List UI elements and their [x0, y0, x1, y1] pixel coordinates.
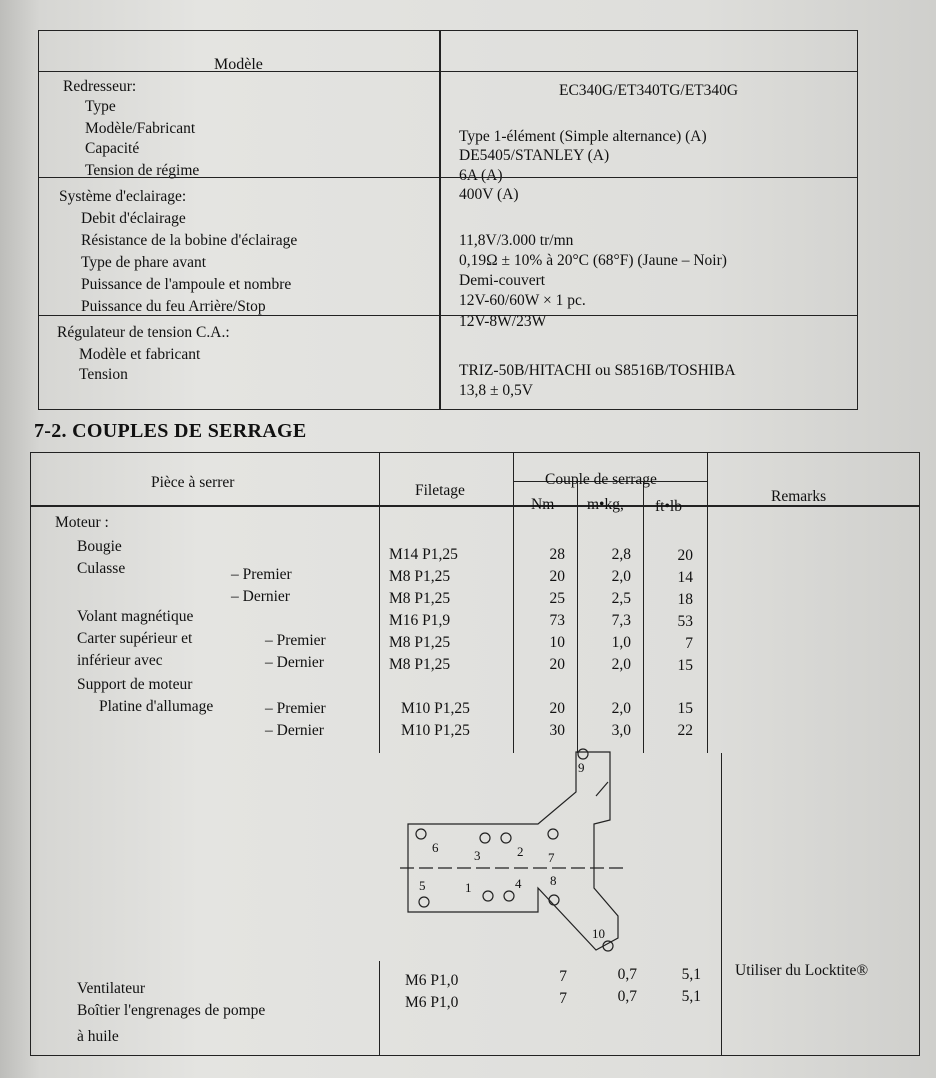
row-filetage: M10 P1,25 — [401, 700, 470, 717]
section-divider — [39, 315, 857, 316]
spec-value: 400V (A) — [459, 186, 519, 203]
row-mkg: 2,8 — [611, 546, 631, 563]
section-title-eclairage: Système d'eclairage: — [59, 188, 187, 205]
row-sub: – Dernier — [265, 654, 324, 671]
spec-label: Type — [85, 98, 116, 115]
row-piece: Boîtier l'engrenages de pompe — [77, 1002, 266, 1019]
header-filetage: Filetage — [415, 482, 465, 499]
spec-value: 11,8V/3.000 tr/mn — [459, 232, 574, 249]
section-title-redresseur: Redresseur: — [63, 78, 137, 95]
row-filetage: M10 P1,25 — [401, 722, 470, 739]
spec-value: 13,8 ± 0,5V — [459, 382, 533, 399]
header-mkg: m•kg, — [587, 496, 624, 513]
row-piece: inférieur avec — [77, 652, 163, 669]
row-mkg: 7,3 — [611, 612, 631, 629]
row-nm: 20 — [549, 700, 565, 717]
col-divider — [577, 481, 578, 753]
spec-table — [38, 30, 858, 410]
row-filetage: M8 P1,25 — [389, 634, 451, 651]
spec-value: TRIZ-50B/HITACHI ou S8516B/TOSHIBA — [459, 362, 736, 379]
diagram-label: 8 — [550, 873, 557, 888]
row-sub: – Dernier — [231, 588, 290, 605]
spec-label: Tension de régime — [85, 162, 200, 179]
row-nm: 20 — [549, 656, 565, 673]
row-ftlb: 5,1 — [681, 966, 701, 983]
row-nm: 20 — [549, 568, 565, 585]
row-ftlb: 20 — [677, 547, 693, 564]
model-header-label: Modèle — [214, 56, 263, 73]
row-sub: – Dernier — [265, 722, 324, 739]
row-sub: – Premier — [265, 700, 326, 717]
spec-value: Demi-couvert — [459, 272, 546, 289]
row-nm: 73 — [549, 612, 565, 629]
spec-label: Modèle et fabricant — [79, 346, 201, 363]
row-mkg: 2,0 — [611, 656, 631, 673]
row-mkg: 0,7 — [617, 966, 637, 983]
spec-value: 12V-8W/23W — [459, 313, 547, 330]
diagram-label: 6 — [432, 840, 439, 855]
row-filetage: M8 P1,25 — [389, 656, 451, 673]
row-filetage: M8 P1,25 — [389, 590, 451, 607]
spec-label: Puissance du feu Arrière/Stop — [81, 298, 266, 315]
header-couple: Couple de serrage — [545, 471, 657, 488]
row-piece: Carter supérieur et — [77, 630, 193, 647]
row-piece: Volant magnétique — [77, 608, 194, 625]
column-divider — [439, 71, 441, 409]
col-divider — [379, 961, 380, 1055]
row-nm: 28 — [549, 546, 565, 563]
col-divider — [643, 481, 644, 753]
diagram-label: 10 — [592, 926, 605, 941]
row-ftlb: 22 — [677, 722, 693, 739]
row-sub: – Premier — [265, 632, 326, 649]
header-divider — [439, 31, 441, 71]
row-nm: 25 — [549, 590, 565, 607]
row-filetage: M6 P1,0 — [405, 972, 459, 989]
header-piece: Pièce à serrer — [151, 474, 235, 491]
row-ftlb: 15 — [677, 657, 693, 674]
diagram-label: 3 — [474, 848, 481, 863]
row-ftlb: 18 — [677, 591, 693, 608]
col-divider — [379, 453, 380, 753]
row-mkg: 2,0 — [611, 568, 631, 585]
diagram-label: 7 — [548, 850, 555, 865]
spec-value: Type 1-élément (Simple alternance) (A) — [459, 128, 707, 145]
row-mkg: 3,0 — [611, 722, 631, 739]
row-filetage: M8 P1,25 — [389, 568, 451, 585]
row-nm: 7 — [559, 990, 567, 1007]
row-piece: Culasse — [77, 560, 126, 577]
row-piece: Ventilateur — [77, 980, 146, 997]
row-ftlb: 15 — [677, 700, 693, 717]
spec-label: Type de phare avant — [81, 254, 207, 271]
spec-label: Capacité — [85, 140, 140, 157]
row-ftlb: 53 — [677, 613, 693, 630]
row-filetage: M6 P1,0 — [405, 994, 459, 1011]
spec-label: Tension — [79, 366, 128, 383]
row-nm: 7 — [559, 968, 567, 985]
section-divider — [39, 177, 857, 178]
spec-value: 12V-60/60W × 1 pc. — [459, 292, 586, 309]
diagram-label: 2 — [517, 844, 524, 859]
spec-table-header — [39, 31, 857, 72]
spec-value: 0,19Ω ± 10% à 20°C (68°F) (Jaune – Noir) — [459, 252, 727, 269]
header-ftlb: ft•lb — [655, 498, 682, 515]
spec-label: Résistance de la bobine d'éclairage — [81, 232, 298, 249]
header-remarks: Remarks — [771, 488, 827, 505]
bolt-sequence-diagram — [360, 740, 640, 960]
row-mkg: 0,7 — [617, 988, 637, 1005]
section-title-regulateur: Régulateur de tension C.A.: — [57, 324, 230, 341]
row-sub: – Premier — [231, 566, 292, 583]
row-piece: Moteur : — [55, 514, 109, 531]
spec-label: Puissance de l'ampoule et nombre — [81, 276, 292, 293]
row-filetage: M16 P1,9 — [389, 612, 451, 629]
col-divider — [513, 453, 514, 753]
spec-label: Debit d'éclairage — [81, 210, 186, 227]
remark-text: Utiliser du Locktite® — [735, 962, 869, 979]
row-ftlb: 5,1 — [681, 988, 701, 1005]
diagram-label: 4 — [515, 876, 522, 891]
diagram-label: 9 — [578, 760, 585, 775]
row-mkg: 2,5 — [611, 590, 631, 607]
diagram-label: 1 — [465, 880, 472, 895]
diagram-label: 5 — [419, 878, 426, 893]
spec-value: DE5405/STANLEY (A) — [459, 147, 610, 164]
row-filetage: M14 P1,25 — [389, 546, 458, 563]
row-nm: 30 — [549, 722, 565, 739]
spec-label: Modèle/Fabricant — [85, 120, 196, 137]
row-mkg: 1,0 — [611, 634, 631, 651]
col-divider — [707, 453, 708, 753]
row-piece: Bougie — [77, 538, 122, 555]
col-divider — [721, 753, 722, 1055]
section-title: 7-2. COUPLES DE SERRAGE — [34, 420, 307, 442]
header-nm: Nm — [531, 496, 555, 513]
model-value: EC340G/ET340TG/ET340G — [559, 82, 739, 99]
row-nm: 10 — [549, 634, 565, 651]
row-piece: Platine d'allumage — [99, 698, 214, 715]
row-piece: Support de moteur — [77, 676, 193, 693]
row-ftlb: 14 — [677, 569, 693, 586]
row-piece: à huile — [77, 1028, 119, 1045]
spec-value: 6A (A) — [459, 167, 503, 184]
row-mkg: 2,0 — [611, 700, 631, 717]
row-ftlb: 7 — [685, 635, 693, 652]
